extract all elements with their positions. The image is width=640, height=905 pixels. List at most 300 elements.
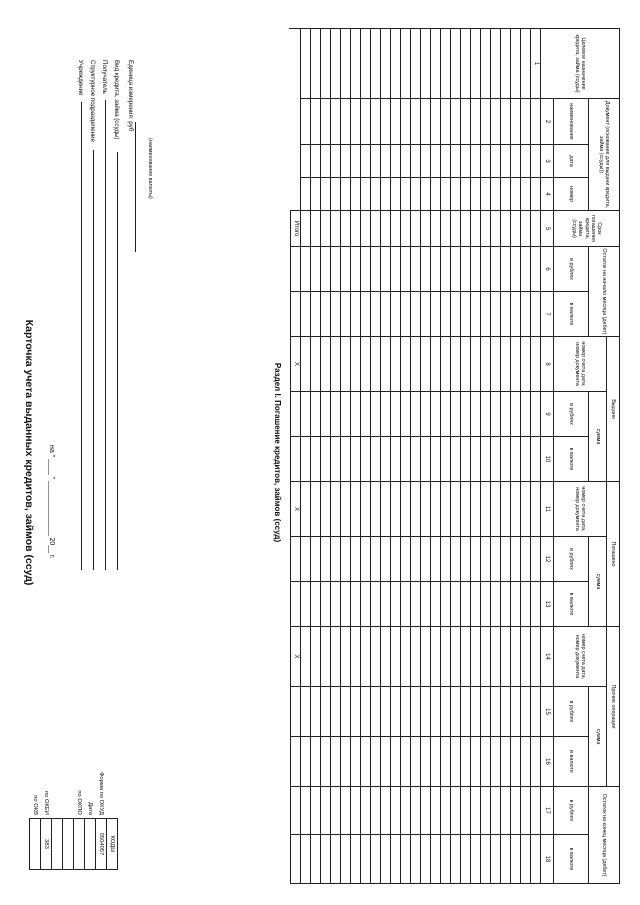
table-cell[interactable] (450, 582, 460, 627)
table-cell[interactable] (510, 337, 520, 392)
table-cell[interactable] (440, 787, 450, 835)
table-cell[interactable] (520, 787, 530, 835)
table-cell[interactable] (360, 835, 370, 884)
table-cell[interactable] (470, 437, 480, 482)
table-cell[interactable] (450, 99, 460, 145)
table-cell[interactable] (510, 482, 520, 537)
table-cell[interactable] (360, 787, 370, 835)
table-cell[interactable] (500, 178, 510, 211)
table-cell[interactable] (350, 687, 360, 737)
table-cell[interactable] (390, 29, 400, 99)
table-cell[interactable] (490, 482, 500, 537)
field-currency-line[interactable] (135, 122, 144, 252)
table-cell[interactable] (450, 482, 460, 537)
table-cell[interactable] (410, 392, 420, 437)
table-cell[interactable] (310, 537, 320, 582)
table-cell[interactable] (350, 29, 360, 99)
table-cell[interactable] (520, 337, 530, 392)
table-cell[interactable] (380, 537, 390, 582)
table-cell[interactable] (410, 247, 420, 292)
total-cell[interactable] (290, 787, 300, 835)
table-cell[interactable] (510, 99, 520, 145)
table-cell[interactable] (500, 247, 510, 292)
table-cell[interactable] (450, 178, 460, 211)
table-cell[interactable] (300, 247, 310, 292)
table-cell[interactable] (420, 482, 430, 537)
table-cell[interactable] (360, 537, 370, 582)
total-cell[interactable] (290, 582, 300, 627)
table-cell[interactable] (420, 29, 430, 99)
table-cell[interactable] (390, 787, 400, 835)
table-cell[interactable] (330, 145, 340, 178)
table-cell[interactable] (520, 582, 530, 627)
table-cell[interactable] (400, 537, 410, 582)
table-cell[interactable] (370, 835, 380, 884)
table-cell[interactable] (310, 835, 320, 884)
table-cell[interactable] (480, 247, 490, 292)
table-cell[interactable] (470, 337, 480, 392)
table-cell[interactable] (380, 292, 390, 337)
table-cell[interactable] (480, 178, 490, 211)
table-cell[interactable] (520, 99, 530, 145)
table-cell[interactable] (340, 178, 350, 211)
table-cell[interactable] (410, 687, 420, 737)
table-cell[interactable] (440, 178, 450, 211)
table-cell[interactable] (510, 392, 520, 437)
table-cell[interactable] (310, 582, 320, 627)
table-cell[interactable] (310, 482, 320, 537)
table-cell[interactable] (390, 437, 400, 482)
total-cell[interactable] (290, 99, 300, 145)
table-cell[interactable] (300, 687, 310, 737)
table-cell[interactable] (430, 392, 440, 437)
table-cell[interactable] (380, 29, 390, 99)
table-cell[interactable] (470, 145, 480, 178)
table-cell[interactable] (320, 537, 330, 582)
table-cell[interactable] (530, 582, 540, 627)
table-cell[interactable] (470, 482, 480, 537)
table-cell[interactable] (490, 437, 500, 482)
table-cell[interactable] (360, 737, 370, 787)
table-cell[interactable] (480, 99, 490, 145)
table-cell[interactable] (480, 437, 490, 482)
table-cell[interactable] (380, 582, 390, 627)
table-cell[interactable] (390, 247, 400, 292)
table-cell[interactable] (390, 392, 400, 437)
total-cell[interactable] (290, 537, 300, 582)
table-cell[interactable] (490, 247, 500, 292)
table-cell[interactable] (300, 337, 310, 392)
table-cell[interactable] (430, 99, 440, 145)
table-cell[interactable] (380, 247, 390, 292)
table-cell[interactable] (380, 835, 390, 884)
table-cell[interactable] (420, 582, 430, 627)
table-cell[interactable] (360, 211, 370, 247)
table-cell[interactable] (490, 211, 500, 247)
table-cell[interactable] (350, 787, 360, 835)
table-cell[interactable] (470, 178, 480, 211)
table-cell[interactable] (350, 392, 360, 437)
table-cell[interactable] (430, 211, 440, 247)
table-cell[interactable] (520, 737, 530, 787)
table-cell[interactable] (460, 145, 470, 178)
table-cell[interactable] (410, 582, 420, 627)
table-cell[interactable] (390, 582, 400, 627)
table-cell[interactable] (500, 392, 510, 437)
table-cell[interactable] (390, 627, 400, 687)
table-cell[interactable] (460, 247, 470, 292)
table-cell[interactable] (400, 211, 410, 247)
table-cell[interactable] (310, 99, 320, 145)
table-cell[interactable] (500, 627, 510, 687)
table-cell[interactable] (370, 437, 380, 482)
table-cell[interactable] (530, 392, 540, 437)
table-cell[interactable] (480, 687, 490, 737)
table-cell[interactable] (430, 537, 440, 582)
table-cell[interactable] (300, 211, 310, 247)
table-cell[interactable] (480, 537, 490, 582)
table-cell[interactable] (450, 537, 460, 582)
table-cell[interactable] (490, 537, 500, 582)
table-cell[interactable] (450, 29, 460, 99)
table-cell[interactable] (330, 292, 340, 337)
table-cell[interactable] (330, 392, 340, 437)
table-cell[interactable] (450, 627, 460, 687)
table-cell[interactable] (320, 99, 330, 145)
table-cell[interactable] (480, 737, 490, 787)
table-cell[interactable] (480, 292, 490, 337)
table-cell[interactable] (390, 292, 400, 337)
table-cell[interactable] (500, 582, 510, 627)
table-cell[interactable] (330, 29, 340, 99)
table-cell[interactable] (330, 737, 340, 787)
table-cell[interactable] (340, 787, 350, 835)
table-cell[interactable] (470, 687, 480, 737)
table-cell[interactable] (430, 787, 440, 835)
table-cell[interactable] (330, 178, 340, 211)
table-cell[interactable] (430, 337, 440, 392)
table-cell[interactable] (340, 835, 350, 884)
table-cell[interactable] (510, 537, 520, 582)
okv-value[interactable] (30, 818, 41, 869)
table-cell[interactable] (350, 247, 360, 292)
table-cell[interactable] (490, 582, 500, 627)
table-cell[interactable] (400, 627, 410, 687)
table-cell[interactable] (520, 627, 530, 687)
table-cell[interactable] (300, 145, 310, 178)
table-cell[interactable] (510, 29, 520, 99)
table-cell[interactable] (370, 392, 380, 437)
table-cell[interactable] (420, 437, 430, 482)
table-cell[interactable] (420, 99, 430, 145)
table-cell[interactable] (320, 211, 330, 247)
table-cell[interactable] (310, 627, 320, 687)
table-cell[interactable] (370, 737, 380, 787)
table-cell[interactable] (410, 437, 420, 482)
table-cell[interactable] (500, 211, 510, 247)
table-cell[interactable] (300, 627, 310, 687)
table-cell[interactable] (370, 582, 380, 627)
table-cell[interactable] (520, 145, 530, 178)
table-cell[interactable] (400, 337, 410, 392)
table-cell[interactable] (520, 247, 530, 292)
table-cell[interactable] (340, 687, 350, 737)
table-cell[interactable] (460, 29, 470, 99)
table-cell[interactable] (370, 211, 380, 247)
table-cell[interactable] (340, 145, 350, 178)
table-cell[interactable] (340, 737, 350, 787)
table-cell[interactable] (320, 687, 330, 737)
table-cell[interactable] (480, 627, 490, 687)
table-cell[interactable] (340, 211, 350, 247)
table-cell[interactable] (430, 627, 440, 687)
table-cell[interactable] (370, 337, 380, 392)
table-cell[interactable] (320, 437, 330, 482)
table-cell[interactable] (500, 99, 510, 145)
table-cell[interactable] (360, 582, 370, 627)
table-cell[interactable] (330, 247, 340, 292)
table-cell[interactable] (430, 247, 440, 292)
table-cell[interactable] (490, 737, 500, 787)
field-institution-line[interactable] (81, 102, 90, 570)
table-cell[interactable] (380, 99, 390, 145)
table-cell[interactable] (370, 537, 380, 582)
table-cell[interactable] (340, 437, 350, 482)
table-cell[interactable] (350, 145, 360, 178)
table-cell[interactable] (400, 482, 410, 537)
table-cell[interactable] (530, 292, 540, 337)
table-cell[interactable] (370, 627, 380, 687)
table-cell[interactable] (510, 687, 520, 737)
table-cell[interactable] (350, 337, 360, 392)
table-cell[interactable] (410, 337, 420, 392)
table-cell[interactable] (500, 537, 510, 582)
table-cell[interactable] (440, 145, 450, 178)
table-cell[interactable] (480, 787, 490, 835)
total-cell[interactable] (290, 392, 300, 437)
table-cell[interactable] (470, 627, 480, 687)
table-cell[interactable] (390, 211, 400, 247)
table-cell[interactable] (500, 337, 510, 392)
table-cell[interactable] (430, 292, 440, 337)
table-cell[interactable] (370, 292, 380, 337)
table-cell[interactable] (460, 537, 470, 582)
table-cell[interactable] (300, 835, 310, 884)
table-cell[interactable] (390, 99, 400, 145)
total-cell[interactable] (290, 687, 300, 737)
table-cell[interactable] (300, 392, 310, 437)
table-cell[interactable] (380, 145, 390, 178)
table-cell[interactable] (410, 145, 420, 178)
table-cell[interactable] (410, 537, 420, 582)
table-cell[interactable] (430, 145, 440, 178)
table-cell[interactable] (430, 437, 440, 482)
table-cell[interactable] (380, 178, 390, 211)
table-cell[interactable] (520, 437, 530, 482)
table-cell[interactable] (300, 537, 310, 582)
table-cell[interactable] (440, 582, 450, 627)
table-cell[interactable] (410, 787, 420, 835)
table-cell[interactable] (490, 99, 500, 145)
table-cell[interactable] (440, 437, 450, 482)
total-cell[interactable] (290, 737, 300, 787)
table-cell[interactable] (310, 178, 320, 211)
total-cell[interactable] (290, 178, 300, 211)
table-cell[interactable] (460, 178, 470, 211)
table-cell[interactable] (490, 29, 500, 99)
table-cell[interactable] (510, 737, 520, 787)
table-cell[interactable] (350, 737, 360, 787)
table-cell[interactable] (310, 292, 320, 337)
table-cell[interactable] (470, 582, 480, 627)
table-cell[interactable] (460, 737, 470, 787)
table-cell[interactable] (420, 247, 430, 292)
table-cell[interactable] (450, 292, 460, 337)
table-cell[interactable] (500, 292, 510, 337)
table-cell[interactable] (360, 627, 370, 687)
table-cell[interactable] (350, 537, 360, 582)
table-cell[interactable] (370, 482, 380, 537)
table-cell[interactable] (530, 247, 540, 292)
table-cell[interactable] (420, 211, 430, 247)
table-cell[interactable] (370, 787, 380, 835)
table-cell[interactable] (500, 29, 510, 99)
table-cell[interactable] (520, 537, 530, 582)
table-cell[interactable] (380, 392, 390, 437)
table-cell[interactable] (430, 29, 440, 99)
table-cell[interactable] (530, 211, 540, 247)
table-cell[interactable] (480, 482, 490, 537)
table-cell[interactable] (410, 627, 420, 687)
table-cell[interactable] (490, 178, 500, 211)
table-cell[interactable] (330, 99, 340, 145)
table-cell[interactable] (520, 687, 530, 737)
table-cell[interactable] (530, 437, 540, 482)
table-cell[interactable] (380, 787, 390, 835)
total-cell[interactable] (290, 145, 300, 178)
table-cell[interactable] (360, 337, 370, 392)
code-blank-1[interactable] (63, 818, 74, 869)
table-cell[interactable] (330, 437, 340, 482)
table-cell[interactable] (410, 178, 420, 211)
table-cell[interactable] (300, 437, 310, 482)
table-cell[interactable] (450, 787, 460, 835)
table-cell[interactable] (300, 582, 310, 627)
table-cell[interactable] (310, 737, 320, 787)
table-cell[interactable] (320, 178, 330, 211)
table-cell[interactable] (300, 178, 310, 211)
total-cell[interactable] (290, 437, 300, 482)
table-cell[interactable] (450, 392, 460, 437)
table-cell[interactable] (460, 835, 470, 884)
table-cell[interactable] (340, 99, 350, 145)
table-cell[interactable] (430, 687, 440, 737)
table-cell[interactable] (490, 392, 500, 437)
table-cell[interactable] (360, 482, 370, 537)
table-cell[interactable] (370, 99, 380, 145)
table-cell[interactable] (520, 292, 530, 337)
table-cell[interactable] (360, 99, 370, 145)
table-cell[interactable] (460, 627, 470, 687)
table-cell[interactable] (350, 627, 360, 687)
table-cell[interactable] (340, 582, 350, 627)
table-cell[interactable] (340, 292, 350, 337)
table-cell[interactable] (400, 582, 410, 627)
table-cell[interactable] (410, 482, 420, 537)
table-cell[interactable] (340, 537, 350, 582)
table-cell[interactable] (320, 582, 330, 627)
table-cell[interactable] (310, 247, 320, 292)
table-cell[interactable] (510, 627, 520, 687)
table-cell[interactable] (360, 392, 370, 437)
table-cell[interactable] (300, 482, 310, 537)
table-cell[interactable] (480, 211, 490, 247)
table-cell[interactable] (330, 787, 340, 835)
table-cell[interactable] (480, 145, 490, 178)
table-cell[interactable] (450, 835, 460, 884)
table-cell[interactable] (450, 247, 460, 292)
table-cell[interactable] (480, 392, 490, 437)
table-cell[interactable] (510, 787, 520, 835)
table-cell[interactable] (330, 211, 340, 247)
table-cell[interactable] (450, 211, 460, 247)
table-cell[interactable] (530, 835, 540, 884)
table-cell[interactable] (350, 292, 360, 337)
table-cell[interactable] (440, 292, 450, 337)
table-cell[interactable] (320, 787, 330, 835)
table-cell[interactable] (360, 247, 370, 292)
table-cell[interactable] (360, 178, 370, 211)
table-cell[interactable] (440, 482, 450, 537)
total-cell[interactable] (290, 247, 300, 292)
table-cell[interactable] (510, 178, 520, 211)
table-cell[interactable] (530, 737, 540, 787)
table-cell[interactable] (440, 29, 450, 99)
table-cell[interactable] (410, 737, 420, 787)
table-cell[interactable] (440, 835, 450, 884)
table-cell[interactable] (440, 337, 450, 392)
table-cell[interactable] (370, 29, 380, 99)
table-cell[interactable] (440, 211, 450, 247)
table-cell[interactable] (390, 178, 400, 211)
table-cell[interactable] (330, 537, 340, 582)
table-cell[interactable] (470, 292, 480, 337)
table-cell[interactable] (470, 737, 480, 787)
table-cell[interactable] (470, 835, 480, 884)
table-cell[interactable] (500, 787, 510, 835)
table-cell[interactable] (390, 482, 400, 537)
table-cell[interactable] (320, 482, 330, 537)
table-cell[interactable] (470, 211, 480, 247)
table-cell[interactable] (340, 247, 350, 292)
table-cell[interactable] (460, 211, 470, 247)
table-cell[interactable] (400, 29, 410, 99)
table-cell[interactable] (360, 437, 370, 482)
table-cell[interactable] (460, 392, 470, 437)
table-cell[interactable] (490, 145, 500, 178)
table-cell[interactable] (370, 687, 380, 737)
table-cell[interactable] (400, 247, 410, 292)
total-cell[interactable] (290, 292, 300, 337)
field-recipient-line[interactable] (105, 100, 114, 570)
table-cell[interactable] (490, 627, 500, 687)
table-cell[interactable] (430, 835, 440, 884)
table-cell[interactable] (500, 835, 510, 884)
table-cell[interactable] (450, 337, 460, 392)
table-cell[interactable] (480, 582, 490, 627)
table-cell[interactable] (360, 292, 370, 337)
table-cell[interactable] (520, 392, 530, 437)
